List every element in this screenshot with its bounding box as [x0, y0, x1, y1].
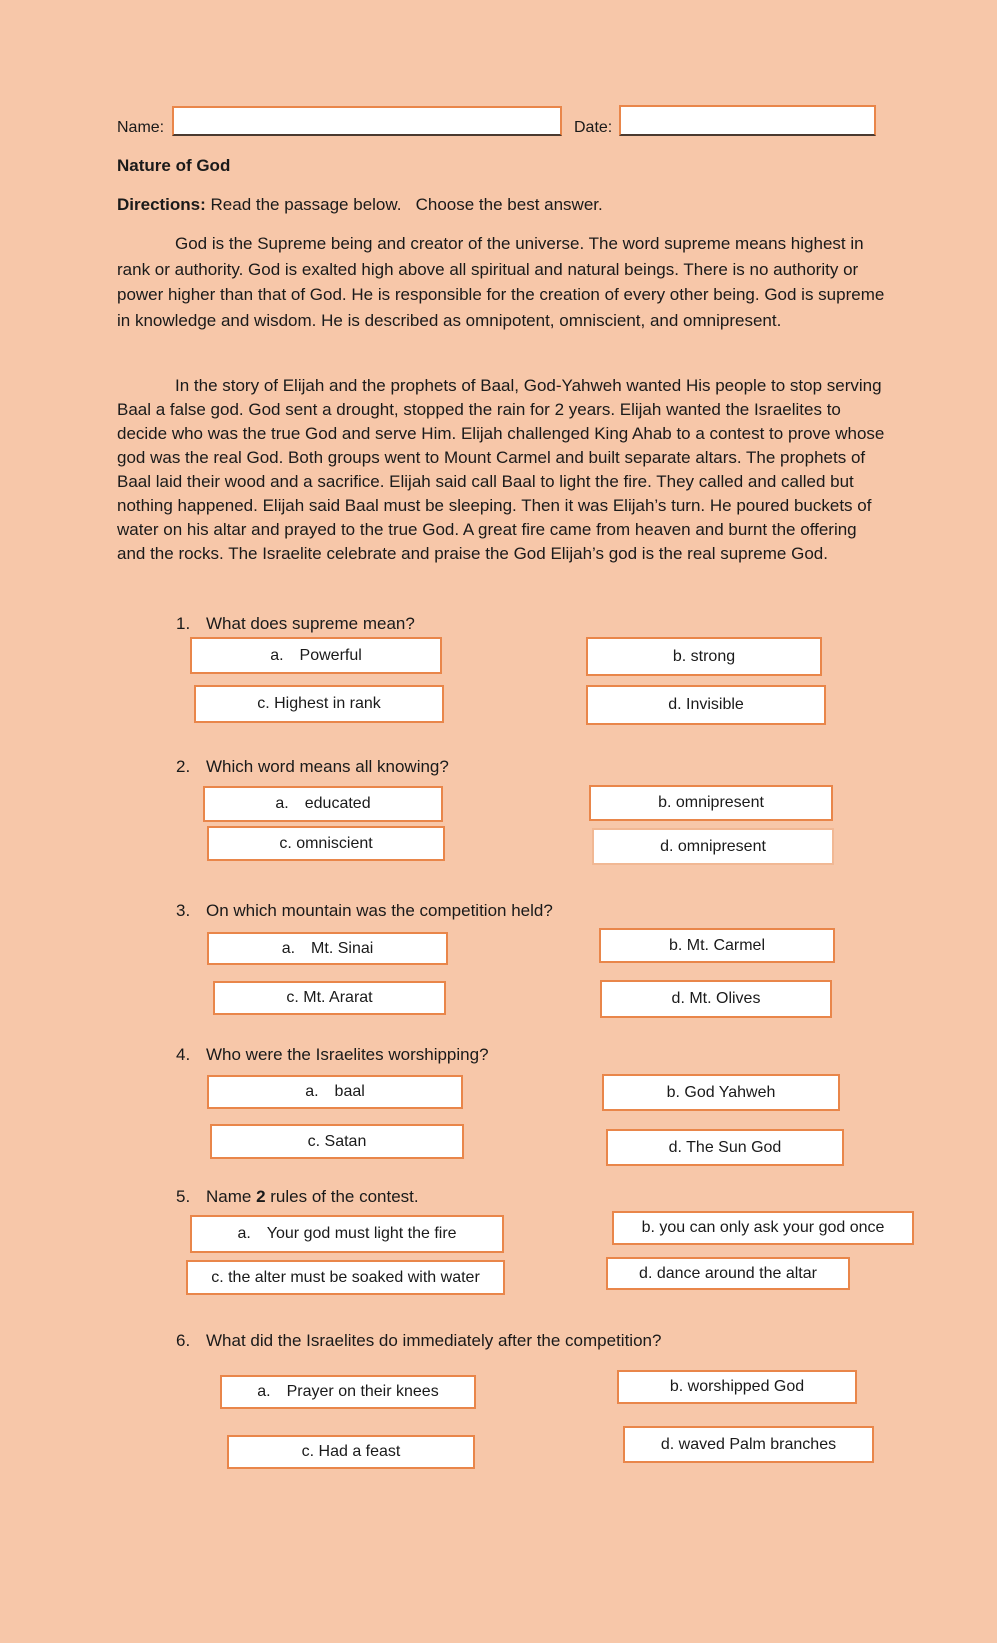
question-number: 4.: [176, 1045, 191, 1064]
question-text: On which mountain was the competition held?: [206, 901, 553, 920]
option-letter: a.: [270, 646, 284, 664]
option-label: Prayer on their knees: [286, 1383, 439, 1400]
q6-option-d[interactable]: d. waved Palm branches: [623, 1426, 874, 1463]
q5-option-a[interactable]: [190, 1215, 504, 1253]
question-2: [176, 757, 676, 781]
question-text: Who were the Israelites worshipping?: [206, 1045, 489, 1064]
question-text-emphasis: 2: [256, 1187, 266, 1206]
option-label: Mt. Sinai: [311, 939, 374, 957]
question-number: 2.: [176, 757, 191, 776]
q3-option-c[interactable]: c. Mt. Ararat: [213, 981, 446, 1015]
q4-option-d[interactable]: d. The Sun God: [606, 1129, 844, 1166]
directions-label: Directions:: [117, 195, 206, 214]
page-title: Nature of God: [117, 156, 231, 175]
q6-option-a[interactable]: [220, 1375, 476, 1409]
q5-option-c[interactable]: c. the alter must be soaked with water: [186, 1260, 505, 1295]
question-number: 6.: [176, 1331, 191, 1350]
option-label: Powerful: [299, 646, 362, 664]
question-text: [206, 1187, 419, 1207]
q4-option-c[interactable]: c. Satan: [210, 1124, 464, 1159]
passage-paragraph-1: God is the Supreme being and creator of the universe. The word supreme means highest in rank or authority. God is exalted high above all spiritual and natural beings. There is no authority or power higher than that of God. He is responsible for the creation of every other being. God is supreme in knowledge and wisdom. He is described as omnipotent, omniscient, and omnipresent.: [117, 234, 885, 330]
option-letter: a.: [305, 1083, 319, 1100]
option-label: educated: [304, 795, 371, 812]
question-6: [176, 1331, 776, 1355]
q2-option-c[interactable]: c. omniscient: [207, 826, 445, 861]
q2-option-b[interactable]: b. omnipresent: [589, 785, 833, 821]
option-label: baal: [334, 1083, 365, 1100]
q1-option-d[interactable]: d. Invisible: [586, 685, 826, 725]
question-text: What does supreme mean?: [206, 614, 415, 633]
q2-option-a[interactable]: [203, 786, 443, 822]
directions: [117, 195, 603, 215]
question-text: What did the Israelites do immediately after the competition?: [206, 1331, 662, 1350]
question-4: [176, 1045, 676, 1069]
question-1: [176, 614, 676, 638]
option-letter: a.: [257, 1383, 271, 1400]
name-label: Name:: [117, 119, 165, 136]
q5-option-d[interactable]: d. dance around the altar: [606, 1257, 850, 1290]
q2-option-d[interactable]: d. omnipresent: [592, 828, 834, 865]
q4-option-b[interactable]: b. God Yahweh: [602, 1074, 840, 1111]
date-field[interactable]: [619, 105, 876, 136]
q6-option-c[interactable]: c. Had a feast: [227, 1435, 475, 1469]
q1-option-c[interactable]: c. Highest in rank: [194, 685, 444, 723]
q4-option-a[interactable]: [207, 1075, 463, 1109]
question-text: Which word means all knowing?: [206, 757, 449, 776]
question-number: 5.: [176, 1187, 191, 1206]
question-text-start: Name: [206, 1187, 257, 1206]
q6-option-b[interactable]: b. worshipped God: [617, 1370, 857, 1404]
q5-option-b[interactable]: b. you can only ask your god once: [612, 1211, 914, 1245]
q3-option-d[interactable]: d. Mt. Olives: [600, 980, 832, 1018]
q1-option-b[interactable]: b. strong: [586, 637, 822, 676]
question-text-end: rules of the contest.: [265, 1187, 419, 1206]
question-number: 1.: [176, 614, 191, 633]
name-field[interactable]: [172, 106, 562, 136]
date-label: Date:: [574, 119, 613, 136]
q3-option-b[interactable]: b. Mt. Carmel: [599, 928, 835, 963]
passage-paragraph-2: In the story of Elijah and the prophets of Baal, God-Yahweh wanted His people to stop serving Baal a false god. God sent a drought, stopped the rain for 2 years. Elijah wanted the Israelites to decide who was the true God and serve Him. Elijah challenged King Ahab to a contest to prove whose god was the real God. Both groups went to Mount Carmel and built separate altars. The prophets of Baal laid their wood and a sacrifice. Elijah said call Baal to light the fire. They called and called but nothing happened. Elijah said Baal must be sleeping. Then it was Elijah’s turn. He poured buckets of water on his altar and prayed to the true God. A great fire came from heaven and burnt the offering and the rocks. The Israelite celebrate and praise the God Elijah’s god is the real supreme God.: [117, 376, 885, 563]
question-5: [176, 1187, 676, 1211]
option-letter: a.: [281, 939, 296, 957]
option-letter: a.: [237, 1225, 251, 1242]
q3-option-a[interactable]: [207, 932, 448, 965]
option-label: Your god must light the fire: [266, 1225, 457, 1242]
q1-option-a[interactable]: [190, 637, 442, 674]
option-letter: a.: [275, 795, 289, 812]
question-3: [176, 901, 736, 925]
question-number: 3.: [176, 901, 191, 920]
directions-text: Read the passage below. Choose the best answer.: [205, 195, 603, 214]
